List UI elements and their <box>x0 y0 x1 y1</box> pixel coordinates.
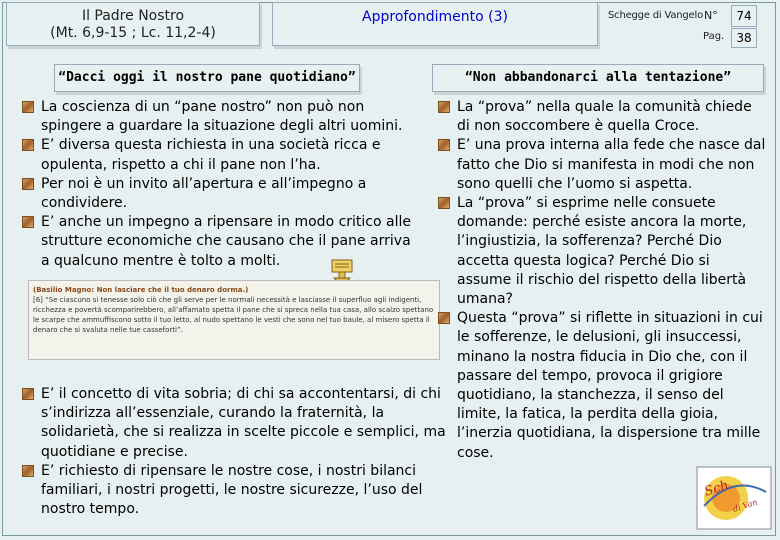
svg-text:di Van: di Van <box>731 497 759 514</box>
list-item <box>438 309 768 463</box>
list-item <box>438 194 768 309</box>
list-item-text: Questa “prova” si riflette in situazioni in cui le sofferenze, le delusioni, gli insuccessi, minano la nostra fiducia in Dio che, con il passare del tempo, provoca il grigiore quotidiano, la stanchezza, il senso del limite, la fatica, la perdita della gioia, l’inerzia quotidiana, la dispersione tra mille cose. <box>457 310 763 461</box>
list-item <box>22 98 422 136</box>
right-bullet-list <box>438 98 768 463</box>
bullet-icon <box>22 101 34 113</box>
right-heading: “Non abbandonarci alla tentazione” <box>432 64 764 92</box>
list-item <box>22 175 422 213</box>
bullet-icon <box>22 139 34 151</box>
list-item-text: La coscienza di un “pane nostro” non può non spingere a guardare la situazione degli altri uomini. <box>41 99 403 135</box>
topic-title: Approfondimento (3) <box>362 9 508 25</box>
list-item-text: E’ il concetto di vita sobria; di chi sa accontentarsi, di chi s’indirizza all’essenziale, curando la fraternità, la solidarietà, che si realizza in scelte piccole e semplici, ma quotidiane e precise. <box>41 386 446 460</box>
title-box <box>6 2 260 46</box>
left-bullet-list-bottom <box>22 385 448 519</box>
number-label: N° <box>704 9 718 22</box>
list-item-text: E’ diversa questa richiesta in una società ricca e opulenta, rispetto a chi il pane non l’ha. <box>41 137 381 173</box>
bullet-icon <box>22 178 34 190</box>
left-heading: “Dacci oggi il nostro pane quotidiano” <box>54 64 360 92</box>
list-item-text: E’ anche un impegno a ripensare in modo critico alle strutture economiche che causano che il pane arriva a qualcuno mentre è tolto a molti. <box>41 214 411 269</box>
bullet-icon <box>438 197 450 209</box>
logo-stamp <box>696 466 772 530</box>
bullet-icon <box>438 312 450 324</box>
quote-box <box>28 280 440 360</box>
left-bullet-list-top <box>22 98 422 271</box>
bullet-icon <box>438 101 450 113</box>
list-item <box>438 136 768 194</box>
list-item-text: E’ richiesto di ripensare le nostre cose, i nostri bilanci familiari, i nostri progetti, le nostre sicurezze, l’uso del nostro tempo. <box>41 462 423 518</box>
page-value: 38 <box>731 28 757 48</box>
bullet-icon <box>22 465 34 477</box>
list-item <box>22 136 422 174</box>
number-value: 74 <box>731 5 757 27</box>
bullet-icon <box>438 139 450 151</box>
list-item <box>22 213 422 271</box>
list-item-text: La “prova” si esprime nelle consuete domande: perché esiste ancora la morte, l’ingiustizia, la sofferenza? Perché Dio accetta questa logica? Perché Dio si assume il rischio del rispetto della libertà umana? <box>457 195 747 308</box>
quote-text: [6] “Se ciascuno si tenesse solo ciò che gli serve per le normali necessità e lasciasse il superfluo agli indigenti, ricchezza e povertà scomparirebbero, all’affamato spetta il pane che si spreca nella tua casa, allo scalzo spettano le scarpe che ammuffiscono sotto il tuo letto, al nudo spettano le vesti che sono nel tuo baule, al misero spetta il denaro che si svaluta nelle tue casseforti”. <box>33 296 434 334</box>
list-item <box>438 98 768 136</box>
title-line-1: Il Padre Nostro <box>81 8 185 24</box>
bullet-icon <box>22 216 34 228</box>
list-item-text: Per noi è un invito all’apertura e all’impegno a condividere. <box>41 175 367 212</box>
topic-box <box>272 2 598 46</box>
quote-title: (Basilio Magno: Non lasciare che il tuo denaro dorma.) <box>33 286 249 294</box>
list-item <box>22 385 448 462</box>
list-item <box>22 462 448 520</box>
list-item-text: E’ una prova interna alla fede che nasce dal fatto che Dio si manifesta in modi che non sono quelli che l’uomo si aspetta. <box>457 137 766 192</box>
svg-text:Sch: Sch <box>702 477 731 500</box>
bullet-icon <box>22 388 34 400</box>
series-label: Schegge di Vangelo <box>608 10 703 21</box>
page-label: Pag. <box>703 31 725 42</box>
list-item-text: La “prova” nella quale la comunità chiede di non soccombere è quella Croce. <box>457 99 752 135</box>
title-line-2: (Mt. 6,9-15 ; Lc. 11,2-4) <box>50 25 216 41</box>
